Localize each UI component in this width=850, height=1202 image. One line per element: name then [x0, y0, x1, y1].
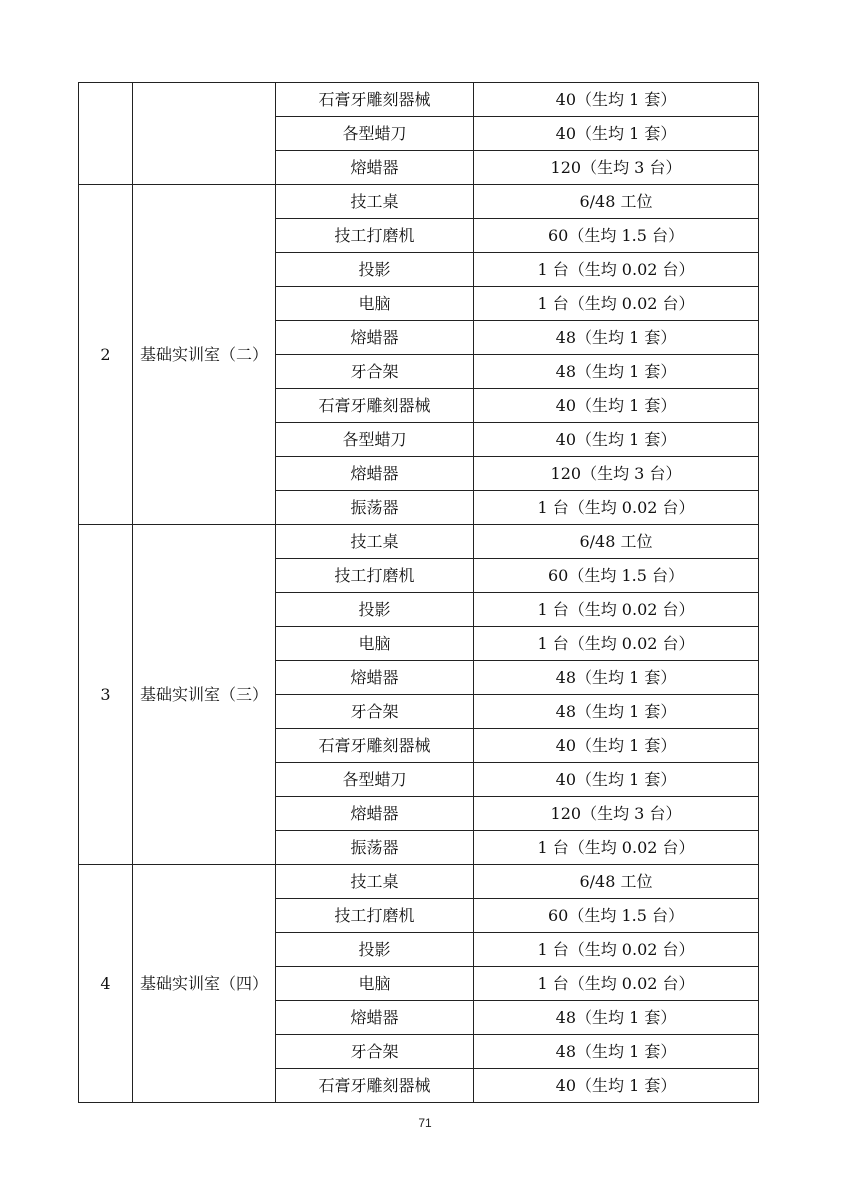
room-name-cell — [133, 83, 276, 185]
equipment-quantity-cell: 1 台（生均 0.02 台） — [474, 491, 759, 525]
equipment-quantity-cell: 60（生均 1.5 台） — [474, 219, 759, 253]
equipment-quantity-cell: 40（生均 1 套） — [474, 117, 759, 151]
equipment-quantity-cell: 6/48 工位 — [474, 525, 759, 559]
equipment-quantity-cell: 120（生均 3 台） — [474, 457, 759, 491]
equipment-name-cell: 各型蜡刀 — [276, 423, 474, 457]
equipment-quantity-cell: 48（生均 1 套） — [474, 1035, 759, 1069]
equipment-quantity-cell: 48（生均 1 套） — [474, 355, 759, 389]
page-number: 71 — [418, 1116, 432, 1130]
equipment-name-cell: 牙合架 — [276, 695, 474, 729]
group-number-cell: 2 — [79, 185, 133, 525]
equipment-name-cell: 电脑 — [276, 967, 474, 1001]
equipment-quantity-cell: 48（生均 1 套） — [474, 1001, 759, 1035]
equipment-name-cell: 熔蜡器 — [276, 797, 474, 831]
equipment-name-cell: 技工桌 — [276, 185, 474, 219]
equipment-quantity-cell: 40（生均 1 套） — [474, 389, 759, 423]
equipment-quantity-cell: 1 台（生均 0.02 台） — [474, 287, 759, 321]
equipment-quantity-cell: 1 台（生均 0.02 台） — [474, 967, 759, 1001]
equipment-name-cell: 石膏牙雕刻器械 — [276, 83, 474, 117]
room-name-cell: 基础实训室（四） — [133, 865, 276, 1103]
equipment-name-cell: 牙合架 — [276, 1035, 474, 1069]
equipment-quantity-cell: 1 台（生均 0.02 台） — [474, 627, 759, 661]
equipment-name-cell: 技工桌 — [276, 865, 474, 899]
equipment-table-body — [79, 83, 759, 1103]
equipment-name-cell: 熔蜡器 — [276, 321, 474, 355]
equipment-name-cell: 振荡器 — [276, 831, 474, 865]
table-row — [79, 525, 759, 559]
equipment-name-cell: 技工打磨机 — [276, 559, 474, 593]
equipment-name-cell: 电脑 — [276, 287, 474, 321]
equipment-quantity-cell: 40（生均 1 套） — [474, 763, 759, 797]
equipment-quantity-cell: 48（生均 1 套） — [474, 661, 759, 695]
equipment-quantity-cell: 1 台（生均 0.02 台） — [474, 933, 759, 967]
equipment-quantity-cell: 6/48 工位 — [474, 185, 759, 219]
equipment-name-cell: 电脑 — [276, 627, 474, 661]
equipment-quantity-cell: 40（生均 1 套） — [474, 83, 759, 117]
equipment-quantity-cell: 120（生均 3 台） — [474, 797, 759, 831]
equipment-name-cell: 石膏牙雕刻器械 — [276, 1069, 474, 1103]
equipment-name-cell: 熔蜡器 — [276, 151, 474, 185]
table-row — [79, 185, 759, 219]
equipment-name-cell: 各型蜡刀 — [276, 763, 474, 797]
equipment-name-cell: 熔蜡器 — [276, 661, 474, 695]
equipment-name-cell: 技工桌 — [276, 525, 474, 559]
table-row — [79, 865, 759, 899]
table-row — [79, 83, 759, 117]
equipment-name-cell: 投影 — [276, 593, 474, 627]
equipment-name-cell: 石膏牙雕刻器械 — [276, 729, 474, 763]
equipment-quantity-cell: 60（生均 1.5 台） — [474, 559, 759, 593]
equipment-quantity-cell: 1 台（生均 0.02 台） — [474, 253, 759, 287]
group-number-cell — [79, 83, 133, 185]
equipment-table — [78, 82, 759, 1103]
equipment-quantity-cell: 48（生均 1 套） — [474, 695, 759, 729]
equipment-quantity-cell: 1 台（生均 0.02 台） — [474, 831, 759, 865]
equipment-name-cell: 各型蜡刀 — [276, 117, 474, 151]
equipment-quantity-cell: 40（生均 1 套） — [474, 1069, 759, 1103]
equipment-quantity-cell: 40（生均 1 套） — [474, 729, 759, 763]
equipment-name-cell: 投影 — [276, 253, 474, 287]
equipment-quantity-cell: 1 台（生均 0.02 台） — [474, 593, 759, 627]
room-name-cell: 基础实训室（三） — [133, 525, 276, 865]
equipment-name-cell: 投影 — [276, 933, 474, 967]
equipment-quantity-cell: 120（生均 3 台） — [474, 151, 759, 185]
equipment-name-cell: 振荡器 — [276, 491, 474, 525]
room-name-cell: 基础实训室（二） — [133, 185, 276, 525]
group-number-cell: 4 — [79, 865, 133, 1103]
equipment-quantity-cell: 6/48 工位 — [474, 865, 759, 899]
equipment-name-cell: 石膏牙雕刻器械 — [276, 389, 474, 423]
equipment-name-cell: 技工打磨机 — [276, 219, 474, 253]
equipment-name-cell: 熔蜡器 — [276, 1001, 474, 1035]
equipment-quantity-cell: 48（生均 1 套） — [474, 321, 759, 355]
equipment-quantity-cell: 60（生均 1.5 台） — [474, 899, 759, 933]
equipment-name-cell: 牙合架 — [276, 355, 474, 389]
group-number-cell: 3 — [79, 525, 133, 865]
equipment-name-cell: 技工打磨机 — [276, 899, 474, 933]
equipment-quantity-cell: 40（生均 1 套） — [474, 423, 759, 457]
equipment-name-cell: 熔蜡器 — [276, 457, 474, 491]
